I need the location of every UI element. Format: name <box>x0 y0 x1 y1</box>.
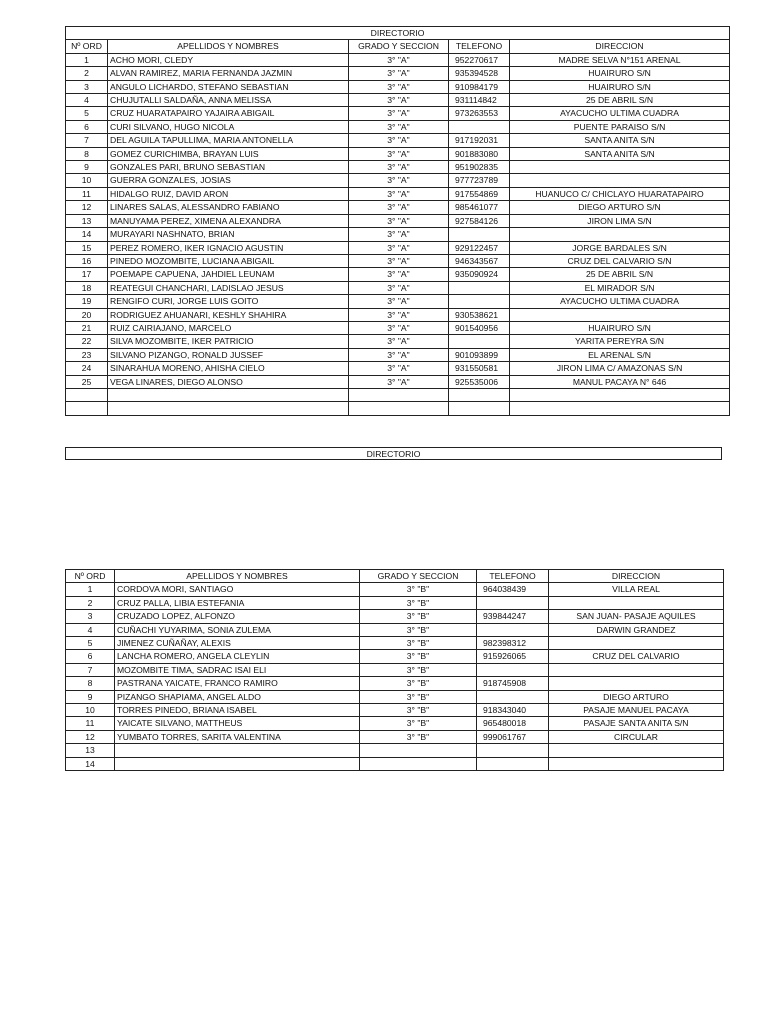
cell-name: VEGA LINARES, DIEGO ALONSO <box>108 375 349 388</box>
cell-phone: 929122457 <box>449 241 510 254</box>
cell-number: 15 <box>66 241 108 254</box>
cell-name <box>115 757 360 770</box>
cell-grade: 3° "B" <box>360 730 477 743</box>
cell-name <box>115 744 360 757</box>
cell-number: 12 <box>66 201 108 214</box>
cell-grade: 3° "A" <box>349 348 449 361</box>
cell-number: 23 <box>66 348 108 361</box>
cell-phone: 901883080 <box>449 147 510 160</box>
cell-address: MANUL PACAYA N° 646 <box>510 375 730 388</box>
cell-name: CHUJUTALLI SALDAÑA, ANNA MELISSA <box>108 94 349 107</box>
col-header-number: Nº ORD <box>66 570 115 583</box>
cell-number <box>66 402 108 415</box>
directory-title-box: DIRECTORIO <box>65 447 722 460</box>
cell-number <box>66 388 108 401</box>
cell-name: ALVAN RAMIREZ, MARIA FERNANDA JAZMIN <box>108 67 349 80</box>
cell-address <box>549 744 724 757</box>
cell-number: 8 <box>66 147 108 160</box>
cell-grade: 3° "A" <box>349 362 449 375</box>
cell-number: 14 <box>66 228 108 241</box>
cell-name: SINARAHUA MORENO, AHISHA CIELO <box>108 362 349 375</box>
cell-grade: 3° "A" <box>349 335 449 348</box>
table-row <box>66 757 724 770</box>
cell-grade: 3° "A" <box>349 321 449 334</box>
table-row <box>66 321 730 334</box>
cell-name: RUIZ CAIRIAJANO, MARCELO <box>108 321 349 334</box>
table-row <box>66 147 730 160</box>
cell-number: 11 <box>66 717 115 730</box>
cell-phone: 901093899 <box>449 348 510 361</box>
cell-phone <box>477 663 549 676</box>
cell-phone: 927584126 <box>449 214 510 227</box>
cell-name: HIDALGO RUIZ, DAVID ARON <box>108 187 349 200</box>
cell-number: 4 <box>66 623 115 636</box>
cell-address: HUAIRURO S/N <box>510 67 730 80</box>
cell-phone: 985461077 <box>449 201 510 214</box>
table-row <box>66 308 730 321</box>
cell-address: PASAJE SANTA ANITA S/N <box>549 717 724 730</box>
cell-grade: 3° "B" <box>360 623 477 636</box>
cell-address: DIEGO ARTURO <box>549 690 724 703</box>
cell-phone <box>477 744 549 757</box>
table-row <box>66 295 730 308</box>
cell-address: CRUZ DEL CALVARIO <box>549 650 724 663</box>
col-header-address: DIRECCION <box>549 570 724 583</box>
cell-name: PASTRANA YAICATE, FRANCO RAMIRO <box>115 677 360 690</box>
table-row <box>66 677 724 690</box>
table-row <box>66 161 730 174</box>
cell-phone: 931550581 <box>449 362 510 375</box>
cell-grade: 3° "B" <box>360 704 477 717</box>
cell-number: 20 <box>66 308 108 321</box>
cell-number: 9 <box>66 161 108 174</box>
cell-grade: 3° "A" <box>349 214 449 227</box>
cell-grade: 3° "A" <box>349 174 449 187</box>
cell-address: AYACUCHO ULTIMA CUADRA <box>510 295 730 308</box>
cell-phone: 946343567 <box>449 254 510 267</box>
cell-grade: 3° "A" <box>349 281 449 294</box>
cell-grade: 3° "A" <box>349 53 449 66</box>
table-row <box>66 388 730 401</box>
table-row <box>66 583 724 596</box>
cell-number: 6 <box>66 120 108 133</box>
cell-name: YAICATE SILVANO, MATTHEUS <box>115 717 360 730</box>
cell-phone: 935090924 <box>449 268 510 281</box>
cell-phone: 964038439 <box>477 583 549 596</box>
cell-address <box>549 757 724 770</box>
cell-address: 25 DE ABRIL S/N <box>510 268 730 281</box>
cell-name <box>108 388 349 401</box>
cell-name: GOMEZ CURICHIMBA, BRAYAN LUIS <box>108 147 349 160</box>
cell-grade: 3° "A" <box>349 308 449 321</box>
col-header-phone: TELEFONO <box>449 40 510 53</box>
header-row <box>66 40 730 53</box>
cell-name: DEL AGUILA TAPULLIMA, MARIA ANTONELLA <box>108 134 349 147</box>
table-title: DIRECTORIO <box>66 27 730 40</box>
cell-number: 7 <box>66 134 108 147</box>
cell-address: CIRCULAR <box>549 730 724 743</box>
table-row <box>66 80 730 93</box>
cell-address: 25 DE ABRIL S/N <box>510 94 730 107</box>
cell-number: 9 <box>66 690 115 703</box>
cell-number: 3 <box>66 610 115 623</box>
cell-grade: 3° "A" <box>349 161 449 174</box>
cell-phone: 917554869 <box>449 187 510 200</box>
cell-address: PUENTE PARAISO S/N <box>510 120 730 133</box>
cell-number: 17 <box>66 268 108 281</box>
cell-number: 11 <box>66 187 108 200</box>
table-row <box>66 187 730 200</box>
col-header-number: Nº ORD <box>66 40 108 53</box>
cell-phone: 982398312 <box>477 637 549 650</box>
cell-name: RODRIGUEZ AHUANARI, KESHLY SHAHIRA <box>108 308 349 321</box>
table-body <box>66 53 730 415</box>
cell-grade: 3° "B" <box>360 650 477 663</box>
cell-address <box>549 677 724 690</box>
cell-address: HUAIRURO S/N <box>510 80 730 93</box>
cell-address: YARITA PEREYRA S/N <box>510 335 730 348</box>
cell-name: CRUZADO LOPEZ, ALFONZO <box>115 610 360 623</box>
cell-number: 5 <box>66 107 108 120</box>
cell-number: 12 <box>66 730 115 743</box>
cell-phone: 931114842 <box>449 94 510 107</box>
cell-grade: 3° "B" <box>360 663 477 676</box>
cell-name: SILVA MOZOMBITE, IKER PATRICIO <box>108 335 349 348</box>
cell-grade <box>349 388 449 401</box>
cell-number: 1 <box>66 583 115 596</box>
col-header-name: APELLIDOS Y NOMBRES <box>108 40 349 53</box>
col-header-phone: TELEFONO <box>477 570 549 583</box>
cell-number: 19 <box>66 295 108 308</box>
cell-number: 13 <box>66 214 108 227</box>
cell-grade: 3° "A" <box>349 67 449 80</box>
cell-grade: 3° "A" <box>349 295 449 308</box>
table-row <box>66 268 730 281</box>
cell-grade: 3° "A" <box>349 94 449 107</box>
cell-number: 5 <box>66 637 115 650</box>
cell-phone <box>449 228 510 241</box>
table-row <box>66 120 730 133</box>
cell-grade: 3° "B" <box>360 717 477 730</box>
cell-number: 22 <box>66 335 108 348</box>
cell-name: ACHO MORI, CLEDY <box>108 53 349 66</box>
table-row <box>66 281 730 294</box>
cell-address <box>549 637 724 650</box>
table-row <box>66 201 730 214</box>
cell-name: PINEDO MOZOMBITE, LUCIANA ABIGAIL <box>108 254 349 267</box>
cell-phone <box>449 388 510 401</box>
cell-phone <box>477 690 549 703</box>
table-row <box>66 107 730 120</box>
cell-address <box>510 228 730 241</box>
cell-name: GUERRA GONZALES, JOSIAS <box>108 174 349 187</box>
cell-grade: 3° "B" <box>360 637 477 650</box>
cell-name: MOZOMBITE TIMA, SADRAC ISAI ELI <box>115 663 360 676</box>
cell-address: SANTA ANITA S/N <box>510 134 730 147</box>
cell-name <box>108 402 349 415</box>
cell-name: LINARES SALAS, ALESSANDRO FABIANO <box>108 201 349 214</box>
table-row <box>66 704 724 717</box>
cell-address: HUANUCO C/ CHICLAYO HUARATAPAIRO <box>510 187 730 200</box>
cell-phone: 951902835 <box>449 161 510 174</box>
cell-address: EL MIRADOR S/N <box>510 281 730 294</box>
cell-phone: 925535006 <box>449 375 510 388</box>
cell-number: 25 <box>66 375 108 388</box>
cell-number: 16 <box>66 254 108 267</box>
table-row <box>66 637 724 650</box>
cell-phone <box>477 596 549 609</box>
cell-grade: 3° "A" <box>349 254 449 267</box>
cell-grade: 3° "B" <box>360 596 477 609</box>
table-row <box>66 744 724 757</box>
cell-number: 1 <box>66 53 108 66</box>
cell-phone <box>449 402 510 415</box>
table-row <box>66 402 730 415</box>
table-row <box>66 67 730 80</box>
cell-phone <box>449 120 510 133</box>
col-header-grade: GRADO Y SECCION <box>360 570 477 583</box>
cell-address <box>510 308 730 321</box>
table-row <box>66 650 724 663</box>
cell-name: MURAYARI NASHNATO, BRIAN <box>108 228 349 241</box>
table-row <box>66 241 730 254</box>
cell-number: 2 <box>66 596 115 609</box>
table-body <box>66 583 724 771</box>
cell-number: 4 <box>66 94 108 107</box>
cell-phone: 965480018 <box>477 717 549 730</box>
cell-address: DARWIN GRANDEZ <box>549 623 724 636</box>
table-row <box>66 335 730 348</box>
cell-name: CUÑACHI YUYARIMA, SONIA ZULEMA <box>115 623 360 636</box>
table-row <box>66 596 724 609</box>
cell-name: CRUZ HUARATAPAIRO YAJAIRA ABIGAIL <box>108 107 349 120</box>
table-row <box>66 134 730 147</box>
cell-name: REATEGUI CHANCHARI, LADISLAO JESUS <box>108 281 349 294</box>
cell-phone: 930538621 <box>449 308 510 321</box>
table-row <box>66 730 724 743</box>
cell-name: SILVANO PIZANGO, RONALD JUSSEF <box>108 348 349 361</box>
cell-name: GONZALES PARI, BRUNO SEBASTIAN <box>108 161 349 174</box>
cell-grade: 3° "B" <box>360 677 477 690</box>
cell-phone: 917192031 <box>449 134 510 147</box>
cell-grade: 3° "A" <box>349 107 449 120</box>
cell-address: SANTA ANITA S/N <box>510 147 730 160</box>
cell-name: YUMBATO TORRES, SARITA VALENTINA <box>115 730 360 743</box>
cell-name: CORDOVA MORI, SANTIAGO <box>115 583 360 596</box>
cell-address <box>510 402 730 415</box>
cell-name: PEREZ ROMERO, IKER IGNACIO AGUSTIN <box>108 241 349 254</box>
cell-number: 8 <box>66 677 115 690</box>
cell-address: EL ARENAL S/N <box>510 348 730 361</box>
table-row <box>66 690 724 703</box>
cell-phone: 935394528 <box>449 67 510 80</box>
cell-address: JIRON LIMA S/N <box>510 214 730 227</box>
directory-table-3b <box>65 569 724 771</box>
cell-address <box>510 161 730 174</box>
cell-phone: 952270617 <box>449 53 510 66</box>
cell-grade: 3° "A" <box>349 187 449 200</box>
cell-grade: 3° "A" <box>349 134 449 147</box>
table-row <box>66 717 724 730</box>
cell-address <box>549 596 724 609</box>
cell-grade: 3° "A" <box>349 80 449 93</box>
cell-name: RENGIFO CURI, JORGE LUIS GOITO <box>108 295 349 308</box>
cell-phone: 918343040 <box>477 704 549 717</box>
cell-number: 21 <box>66 321 108 334</box>
cell-address: PASAJE MANUEL PACAYA <box>549 704 724 717</box>
table-row <box>66 348 730 361</box>
cell-phone <box>477 757 549 770</box>
cell-phone: 915926065 <box>477 650 549 663</box>
cell-grade <box>360 744 477 757</box>
col-header-address: DIRECCION <box>510 40 730 53</box>
cell-grade: 3° "A" <box>349 147 449 160</box>
col-header-grade: GRADO Y SECCION <box>349 40 449 53</box>
table-row <box>66 214 730 227</box>
header-row <box>66 570 724 583</box>
cell-name: JIMENEZ CUÑAÑAY, ALEXIS <box>115 637 360 650</box>
cell-grade: 3° "A" <box>349 241 449 254</box>
table-row <box>66 174 730 187</box>
col-header-name: APELLIDOS Y NOMBRES <box>115 570 360 583</box>
table-row <box>66 94 730 107</box>
cell-phone: 901540956 <box>449 321 510 334</box>
cell-grade: 3° "A" <box>349 228 449 241</box>
cell-grade: 3° "A" <box>349 120 449 133</box>
table-row <box>66 53 730 66</box>
cell-address: CRUZ DEL CALVARIO S/N <box>510 254 730 267</box>
cell-grade <box>360 757 477 770</box>
cell-grade <box>349 402 449 415</box>
cell-number: 24 <box>66 362 108 375</box>
cell-phone <box>449 295 510 308</box>
cell-grade: 3° "B" <box>360 583 477 596</box>
table-row <box>66 610 724 623</box>
cell-number: 10 <box>66 704 115 717</box>
cell-grade: 3° "A" <box>349 268 449 281</box>
cell-grade: 3° "A" <box>349 375 449 388</box>
cell-number: 13 <box>66 744 115 757</box>
cell-name: MANUYAMA PEREZ, XIMENA ALEXANDRA <box>108 214 349 227</box>
table-row <box>66 254 730 267</box>
cell-address <box>510 388 730 401</box>
table-row <box>66 663 724 676</box>
cell-phone: 999061767 <box>477 730 549 743</box>
cell-name: CURI SILVANO, HUGO NICOLA <box>108 120 349 133</box>
table-row <box>66 362 730 375</box>
cell-name: LANCHA ROMERO, ANGELA CLEYLIN <box>115 650 360 663</box>
cell-grade: 3° "B" <box>360 610 477 623</box>
cell-phone <box>477 623 549 636</box>
cell-address: HUAIRURO S/N <box>510 321 730 334</box>
cell-name: CRUZ PALLA, LIBIA ESTEFANIA <box>115 596 360 609</box>
table-row <box>66 623 724 636</box>
cell-phone: 918745908 <box>477 677 549 690</box>
cell-address: AYACUCHO ULTIMA CUADRA <box>510 107 730 120</box>
cell-address: SAN JUAN- PASAJE AQUILES <box>549 610 724 623</box>
cell-number: 7 <box>66 663 115 676</box>
cell-phone <box>449 335 510 348</box>
cell-name: PIZANGO SHAPIAMA, ANGEL ALDO <box>115 690 360 703</box>
cell-number: 14 <box>66 757 115 770</box>
cell-address: DIEGO ARTURO S/N <box>510 201 730 214</box>
cell-phone: 939844247 <box>477 610 549 623</box>
cell-phone: 977723789 <box>449 174 510 187</box>
cell-grade: 3° "A" <box>349 201 449 214</box>
directory-table-3a <box>65 26 730 416</box>
cell-name: TORRES PINEDO, BRIANA ISABEL <box>115 704 360 717</box>
cell-address: JIRON LIMA C/ AMAZONAS S/N <box>510 362 730 375</box>
cell-address: JORGE BARDALES S/N <box>510 241 730 254</box>
cell-address <box>549 663 724 676</box>
table-row <box>66 228 730 241</box>
cell-address: MADRE SELVA N°151 ARENAL <box>510 53 730 66</box>
cell-phone <box>449 281 510 294</box>
cell-grade: 3° "B" <box>360 690 477 703</box>
cell-address: VILLA REAL <box>549 583 724 596</box>
cell-number: 6 <box>66 650 115 663</box>
cell-number: 2 <box>66 67 108 80</box>
cell-phone: 973263553 <box>449 107 510 120</box>
cell-number: 18 <box>66 281 108 294</box>
table-row <box>66 375 730 388</box>
cell-number: 10 <box>66 174 108 187</box>
cell-address <box>510 174 730 187</box>
cell-number: 3 <box>66 80 108 93</box>
cell-phone: 910984179 <box>449 80 510 93</box>
cell-name: ANGULO LICHARDO, STEFANO SEBASTIAN <box>108 80 349 93</box>
cell-name: POEMAPE CAPUENA, JAHDIEL LEUNAM <box>108 268 349 281</box>
